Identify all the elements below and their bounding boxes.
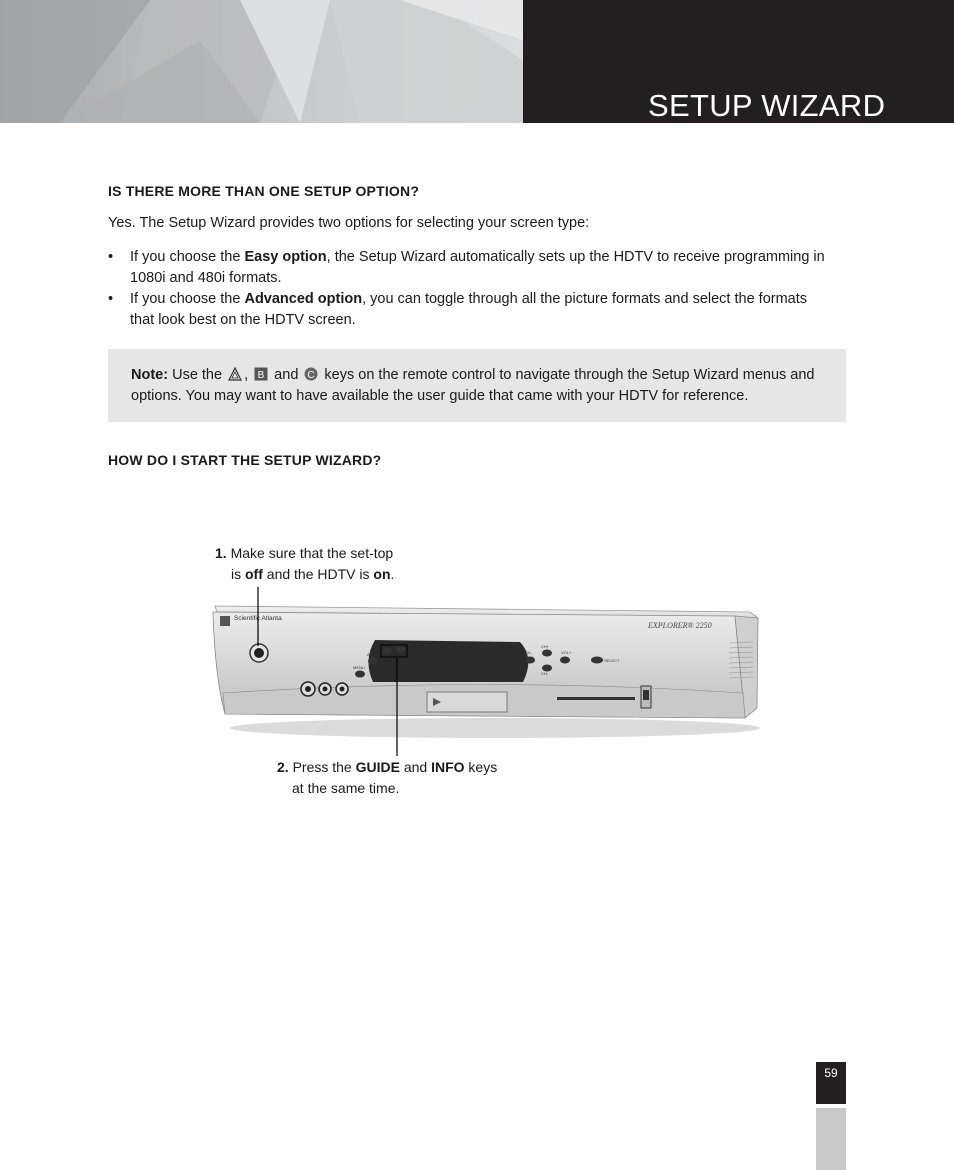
b-key-letter: B xyxy=(257,370,265,381)
bullet-text-post: , you can toggle through all the picture formats and select the formats that look best on the HDTV screen. xyxy=(130,291,808,328)
device-label: CH+ xyxy=(541,644,550,649)
front-display xyxy=(368,640,528,682)
note-text-pre: Use the xyxy=(168,367,227,383)
bullet-marker: • xyxy=(108,249,114,265)
info-key-illustration xyxy=(396,646,406,653)
model-text: EXPLORER® 2250 xyxy=(648,621,712,630)
device-label: GUIDE xyxy=(383,641,396,646)
note-box xyxy=(108,349,846,422)
c-key-letter: C xyxy=(307,370,316,381)
step-bold: on xyxy=(373,566,391,582)
intro-paragraph: Yes. The Setup Wizard provides two options for selecting your screen type: xyxy=(108,215,590,231)
step-text: Press the xyxy=(288,759,356,775)
guide-key-illustration xyxy=(382,648,392,655)
device-label: INFO xyxy=(398,639,408,644)
step-1-caption xyxy=(215,543,415,585)
note-text xyxy=(131,365,821,407)
step-bold: INFO xyxy=(431,759,465,775)
note-label: Note: xyxy=(131,367,169,383)
page-side-tab xyxy=(816,1108,846,1170)
a-key-triangle-icon xyxy=(228,367,242,381)
bullet-text xyxy=(130,289,830,331)
brand-text: Scientific Atlanta xyxy=(234,615,282,622)
set-top-box-illustration xyxy=(205,598,765,748)
step-text: and the HDTV is xyxy=(262,566,374,582)
bullet-text-pre: If you choose the xyxy=(130,249,245,265)
page-number-box xyxy=(816,1062,846,1104)
header-abstract-art xyxy=(0,0,523,123)
page-title: SETUP WIZARD xyxy=(648,88,886,123)
bullet-bold-term: Advanced option xyxy=(244,291,363,307)
bullet-bold-term: Easy option xyxy=(244,249,327,265)
note-text-post: keys on the remote control to navigate through the Setup Wizard menus and options. You may want to have available the user guide that came with your HDTV for reference. xyxy=(131,367,815,404)
step-bold: off xyxy=(245,566,263,582)
section-heading-start-wizard: HOW DO I START THE SETUP WIZARD? xyxy=(108,452,382,468)
header-bar xyxy=(523,0,954,123)
bullet-text-post: , the Setup Wizard automatically sets up the HDTV to receive programming in 1080i and 480i formats. xyxy=(130,249,825,286)
step-text: is xyxy=(231,566,245,582)
header-graphic xyxy=(0,0,523,123)
step-text: . xyxy=(390,566,395,582)
page-number: 59 xyxy=(824,1066,838,1080)
note-sep: , xyxy=(244,367,253,383)
section-heading-setup-option: IS THERE MORE THAN ONE SETUP OPTION? xyxy=(108,183,420,199)
device-label: MENU xyxy=(353,665,365,670)
bullet-marker: • xyxy=(108,291,114,307)
device-label: SELECT xyxy=(604,658,620,663)
bullet-text-pre: If you choose the xyxy=(130,291,245,307)
step-text: keys xyxy=(464,759,498,775)
step-text: Make sure that the set-top xyxy=(226,545,394,561)
device-label: VOL+ xyxy=(561,650,572,655)
c-key-circle-icon xyxy=(304,367,318,381)
device-label: CH- xyxy=(541,671,549,676)
step-text: and xyxy=(399,759,432,775)
bullet-text xyxy=(130,247,830,289)
step-bold: GUIDE xyxy=(355,759,400,775)
note-sep: and xyxy=(270,367,303,383)
device-label: VOL- xyxy=(523,650,533,655)
b-key-square-icon xyxy=(254,367,268,381)
step-number: 2. xyxy=(277,759,289,775)
step-2-caption xyxy=(277,757,517,799)
brand-logo-icon xyxy=(220,616,230,626)
step-number: 1. xyxy=(215,545,227,561)
card-slot xyxy=(557,697,635,700)
device-label: A/B xyxy=(367,652,374,657)
step-text: at the same time. xyxy=(292,780,400,796)
